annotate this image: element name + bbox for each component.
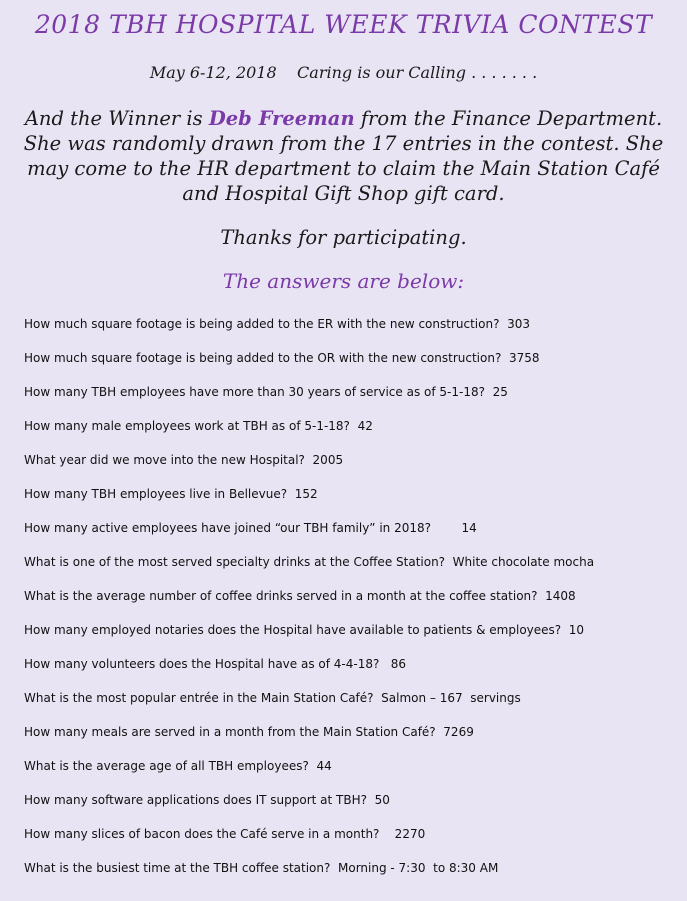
answer-text: 2270: [379, 827, 426, 841]
qa-item: [24, 384, 679, 418]
question-text: How many employed notaries does the Hospital have available to patients & employees?: [24, 623, 562, 637]
qa-item: [24, 588, 679, 622]
answers-heading: The answers are below:: [222, 269, 465, 293]
qa-item: [24, 656, 679, 690]
winner-announcement: [18, 106, 669, 206]
answer-text: 1408: [537, 589, 576, 603]
question-text: What is the most popular entrée in the Main Station Café?: [24, 691, 374, 705]
answer-text: 25: [484, 385, 508, 399]
question-text: How many software applications does IT support at TBH?: [24, 793, 367, 807]
question-text: What is the average number of coffee drinks served in a month at the coffee station?: [24, 589, 538, 603]
question-text: How many active employees have joined “our TBH family” in 2018?: [24, 521, 432, 535]
qa-item: [24, 622, 679, 656]
winner-prefix: And the Winner is: [24, 107, 209, 130]
qa-item: [24, 690, 679, 724]
answer-text: 303: [499, 317, 530, 331]
qa-item: [24, 860, 679, 894]
qa-item: [24, 520, 679, 554]
qa-item: [24, 554, 679, 588]
qa-item: [24, 418, 679, 452]
answer-text: 3758: [501, 351, 540, 365]
answer-text: 7269: [435, 725, 474, 739]
question-text: How much square footage is being added to the ER with the new construction?: [24, 317, 500, 331]
question-text: How many TBH employees have more than 30 years of service as of 5-1-18?: [24, 385, 485, 399]
qa-item: [24, 724, 679, 758]
page-title: 2018 TBH HOSPITAL WEEK TRIVIA CONTEST: [34, 10, 653, 39]
answer-text: 44: [308, 759, 332, 773]
qa-item: [24, 350, 679, 384]
question-text: What is the busiest time at the TBH coffee station?: [24, 861, 331, 875]
question-text: How many male employees work at TBH as of 5-1-18?: [24, 419, 350, 433]
question-text: How many volunteers does the Hospital have as of 4-4-18?: [24, 657, 380, 671]
qa-item: [24, 316, 679, 350]
qa-item: [24, 792, 679, 826]
question-text: What is the average age of all TBH employees?: [24, 759, 309, 773]
question-text: How many meals are served in a month from the Main Station Café?: [24, 725, 436, 739]
answer-text: 14: [431, 521, 477, 535]
answer-text: White chocolate mocha: [445, 555, 595, 569]
thanks-message: Thanks for participating.: [220, 226, 467, 249]
answer-text: Morning - 7:30 to 8:30 AM: [330, 861, 499, 875]
answer-text: 86: [379, 657, 407, 671]
date-tagline: May 6-12, 2018 Caring is our Calling . . . . . . .: [149, 63, 538, 82]
qa-item: [24, 826, 679, 860]
answer-text: 152: [287, 487, 318, 501]
question-text: How many slices of bacon does the Café serve in a month?: [24, 827, 380, 841]
answer-text: 10: [561, 623, 585, 637]
question-text: How many TBH employees live in Bellevue?: [24, 487, 288, 501]
question-text: What year did we move into the new Hospital?: [24, 453, 305, 467]
answer-text: Salmon – 167 servings: [373, 691, 521, 705]
answer-text: 42: [349, 419, 373, 433]
answer-text: 50: [366, 793, 390, 807]
qa-item: [24, 758, 679, 792]
question-text: How much square footage is being added to the OR with the new construction?: [24, 351, 502, 365]
qa-item: [24, 486, 679, 520]
winner-name: Deb Freeman: [208, 107, 355, 130]
answer-text: 2005: [304, 453, 344, 467]
qa-list: [24, 316, 679, 894]
question-text: What is one of the most served specialty drinks at the Coffee Station?: [24, 555, 446, 569]
winner-details: from the Finance Department. She was randomly drawn from the 17 entries in the contest. She may come to the HR department to claim the Main Station Café and Hospital Gift Shop gift card.: [23, 107, 664, 205]
qa-item: [24, 452, 679, 486]
